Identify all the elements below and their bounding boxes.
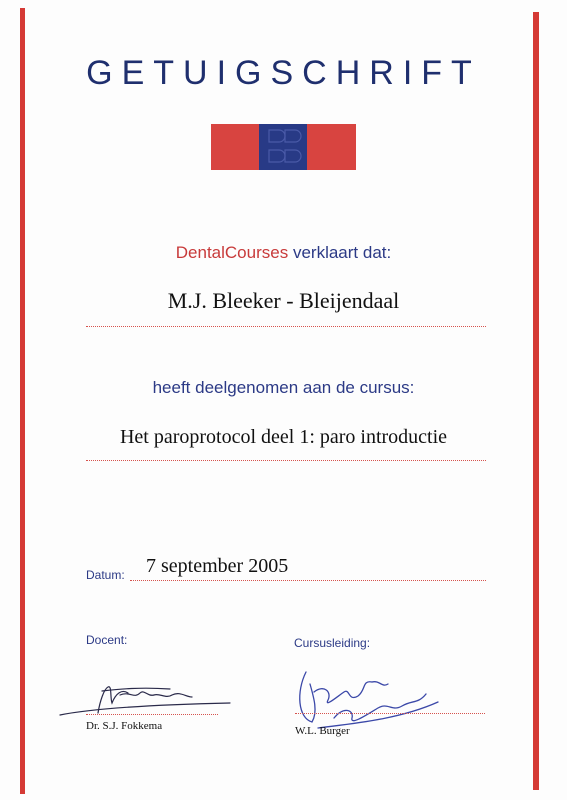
docent-dotted-line bbox=[86, 714, 218, 715]
right-red-border bbox=[533, 12, 539, 790]
name-dotted-line bbox=[86, 326, 486, 327]
declaration-line bbox=[0, 243, 567, 263]
course-lead-dotted-line bbox=[295, 713, 485, 714]
recipient-name: M.J. Bleeker - Bleijendaal bbox=[167, 288, 400, 313]
certificate-title: GETUIGSCHRIFT bbox=[86, 54, 481, 92]
declaration-text: verklaart dat: bbox=[292, 243, 392, 262]
left-red-border bbox=[20, 8, 25, 794]
docent-name: Dr. S.J. Fokkema bbox=[86, 720, 163, 732]
dentalcourses-logo-icon bbox=[211, 124, 356, 170]
docent-signature bbox=[50, 675, 235, 725]
brand-name: DentalCourses bbox=[175, 243, 289, 262]
course-lead-label: Cursusleiding: bbox=[294, 636, 371, 650]
course-title: Het paroprotocol deel 1: paro introductie bbox=[119, 426, 448, 448]
date-dotted-line bbox=[130, 580, 486, 581]
docent-label: Docent: bbox=[86, 633, 128, 647]
date-value: 7 september 2005 bbox=[146, 555, 289, 577]
course-lead-name: W.L. Burger bbox=[295, 725, 350, 737]
date-label: Datum: bbox=[86, 568, 125, 582]
course-dotted-line bbox=[86, 460, 486, 461]
participated-text: heeft deelgenomen aan de cursus: bbox=[152, 378, 415, 397]
